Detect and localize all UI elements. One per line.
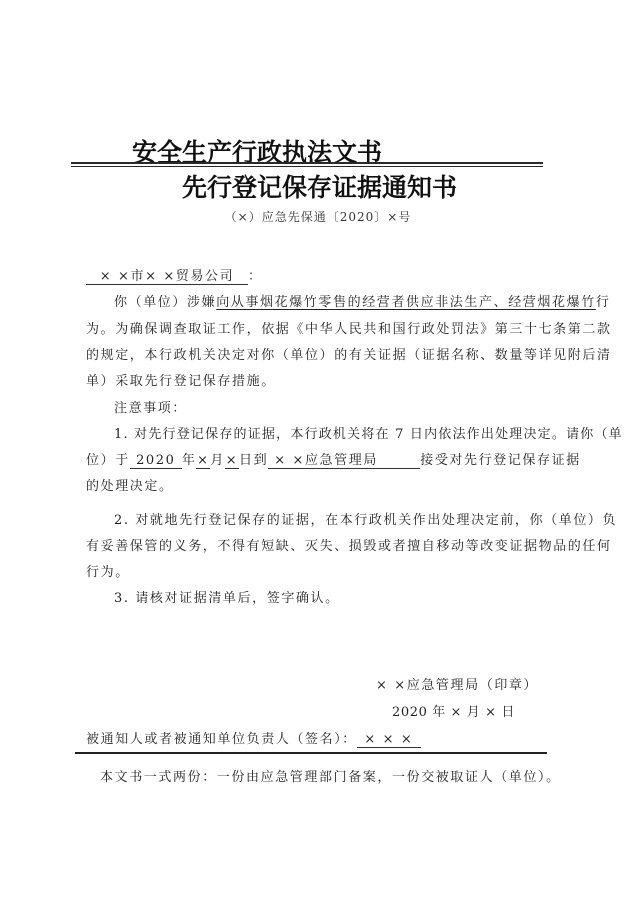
deadline-year: 2020 (136, 453, 176, 468)
notes-item-2-line-3: 行为。 (86, 565, 130, 580)
notes-item-2-line-1: 2. 对就地先行登记保存的证据，在本行政机关作出处理决定前，你（单位）负 (114, 513, 618, 528)
body-line-1 (114, 291, 610, 310)
addressee-line (86, 265, 263, 285)
issue-date: 2020 年 × 月 × 日 (392, 705, 515, 720)
deadline-day: × (225, 453, 239, 468)
notes-item-1-line-3: 的处理决定。 (86, 479, 174, 494)
addressee-name: × ×市× ×贸易公司 (99, 269, 235, 284)
deadline-month: × (197, 453, 210, 468)
body-line-4: 单）采取先行登记保存措施。 (86, 374, 276, 389)
recipient-signature-line (86, 728, 421, 748)
report-place: × ×应急管理局 (274, 453, 378, 468)
recipient-signature-label: 被通知人或者被通知单位负责人（签名）： (86, 732, 357, 747)
month-unit: 月 (210, 453, 226, 468)
year-unit: 年 (181, 453, 197, 468)
form-title: 先行登记保存证据通知书 (182, 173, 458, 202)
day-unit: 日到 (239, 453, 269, 468)
notes-item-3: 3. 请核对证据清单后，签字确认。 (114, 591, 340, 606)
addressee-suffix: ： (248, 269, 263, 284)
report-place-field[interactable] (268, 453, 420, 469)
recipient-signature-field[interactable] (357, 732, 421, 748)
item1-prefix: 位）于 (86, 453, 130, 468)
header-title: 安全生产行政执法文书 (132, 138, 383, 167)
footer-note: 本文书一式两份：一份由应急管理部门备案，一份交被取证人（单位）。 (100, 770, 561, 785)
notes-heading: 注意事项： (114, 401, 188, 416)
header-double-rule (71, 162, 543, 167)
addressee-field[interactable] (86, 269, 248, 285)
notes-item-1-line-2 (86, 449, 581, 469)
recipient-signature-value: × × × (364, 732, 414, 747)
footer-rule (75, 752, 547, 754)
issuer-seal: × ×应急管理局（印章） (376, 678, 539, 693)
body-p1-prefix: 你（单位）涉嫌 (114, 295, 217, 310)
body-p1-suffix: 行 (595, 295, 611, 310)
deadline-day-field[interactable] (225, 453, 239, 469)
item1-suffix: 接受对先行登记保存证据 (420, 453, 581, 468)
deadline-year-field[interactable] (130, 453, 182, 469)
deadline-month-field[interactable] (196, 453, 210, 469)
notes-item-1-line-1: 1. 对先行登记保存的证据，本行政机关将在 7 日内依法作出处理决定。请你（单 (114, 427, 623, 442)
body-line-2: 为。为确保调查取证工作，依据《中华人民共和国行政处罚法》第三十七条第二款 (86, 322, 612, 337)
body-line-3: 的规定，本行政机关决定对你（单位）的有关证据（证据名称、数量等详见附后清 (86, 348, 612, 363)
notes-item-2-line-2: 有妥善保管的义务，不得有短缺、灭失、损毁或者擅自移动等改变证据物品的任何 (86, 539, 612, 554)
document-number: （×）应急先保通〔2020〕×号 (224, 210, 412, 224)
violation-description[interactable]: 向从事烟花爆竹零售的经营者供应非法生产、经营烟花爆竹 (216, 295, 596, 310)
